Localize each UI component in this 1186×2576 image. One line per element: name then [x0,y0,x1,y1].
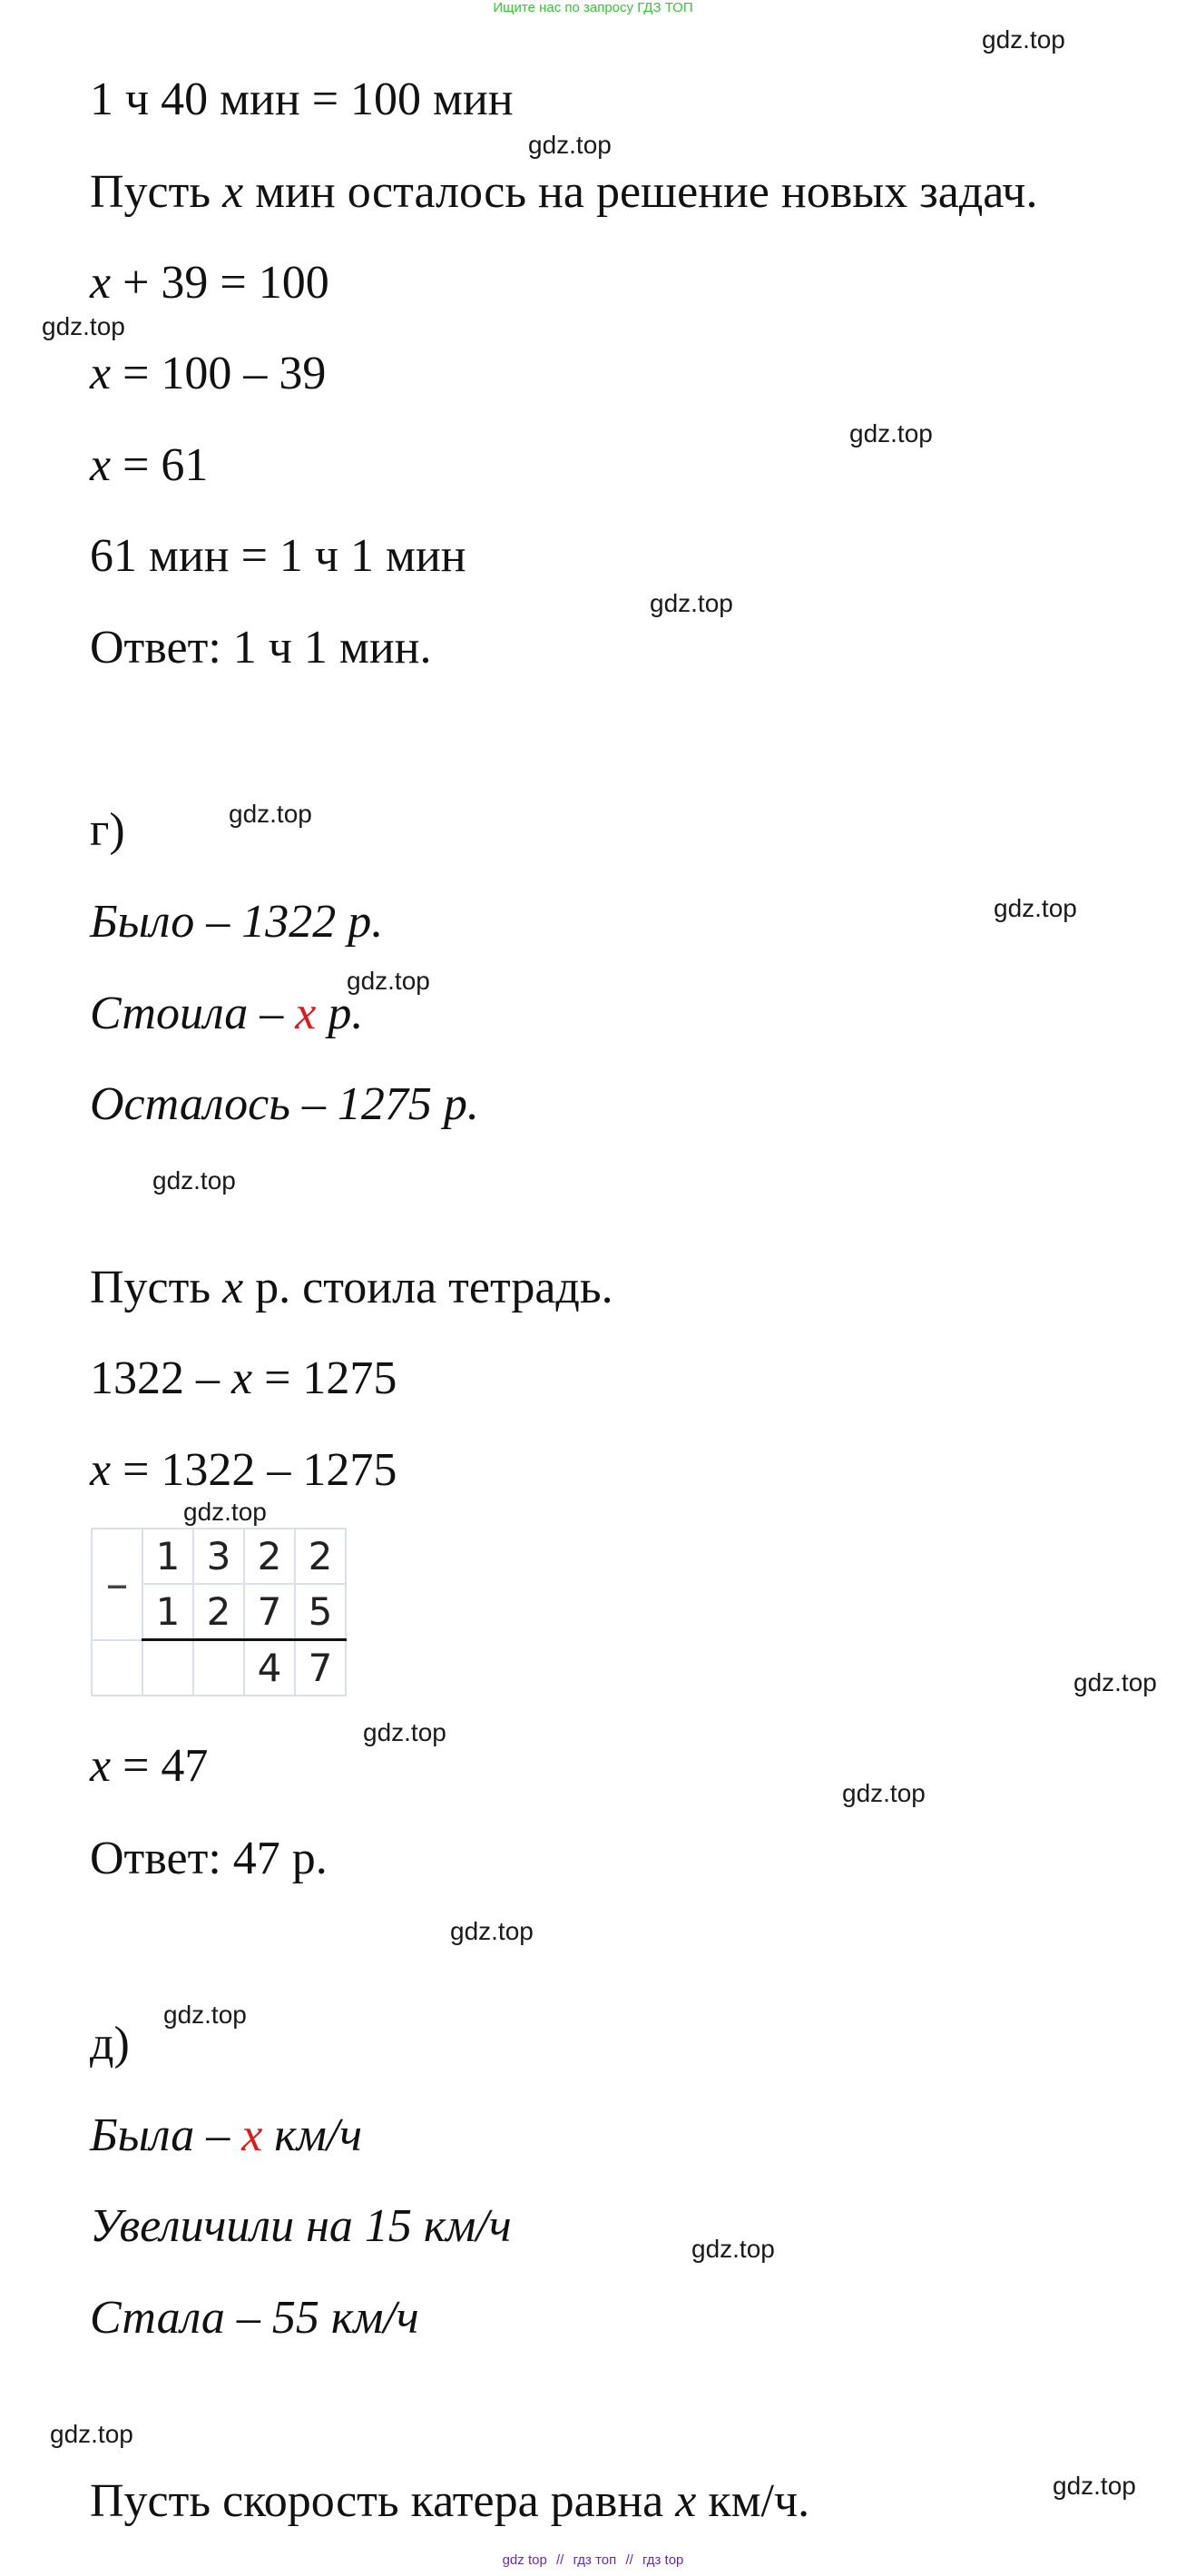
given-line: Осталось – 1275 р. [90,1078,479,1130]
variable-x: x [90,1444,112,1496]
conversion-line: 61 мин = 1 ч 1 мин [90,530,466,582]
digit-cell: 3 [193,1529,244,1584]
footer-link[interactable]: gdz top [502,2552,547,2568]
variable-x: x [90,439,112,491]
section-label: г) [90,804,125,856]
let-statement: Пусть x р. стоила тетрадь. [90,1262,613,1313]
digit-cell: 2 [193,1584,244,1640]
digit-cell: 7 [244,1584,295,1640]
given-line: Была – x км/ч [90,2109,363,2161]
footer-link[interactable]: гдз топ [573,2552,617,2568]
watermark: gdz.top [50,2420,133,2448]
digit-cell: 2 [295,1529,346,1584]
variable-x: x [90,348,112,399]
watermark: gdz.top [1053,2472,1136,2500]
watermark: gdz.top [982,25,1065,54]
variable-x: x [222,166,244,218]
watermark: gdz.top [650,589,733,617]
watermark: gdz.top [994,894,1077,922]
let-statement: Пусть x мин осталось на решение новых задач. [90,166,1038,218]
top-banner: Ищите нас по запросу ГДЗ ТОП [493,0,693,15]
variable-x: x [241,2109,263,2161]
given-line: Было – 1322 р. [90,896,384,948]
column-subtraction [91,1528,347,1696]
footer-link[interactable]: гдз top [642,2552,684,2568]
given-line: Стоила – x р. [90,988,364,1039]
watermark: gdz.top [450,1917,534,1945]
footer-links [0,2552,1186,2568]
watermark: gdz.top [528,131,612,159]
equation-line: x + 39 = 100 [90,257,329,309]
watermark: gdz.top [849,419,933,447]
equation-line: x = 100 – 39 [90,348,327,399]
digit-cell: 5 [295,1584,346,1640]
watermark: gdz.top [229,800,312,828]
digit-cell: 1 [142,1584,193,1640]
equation-line: x = 47 [90,1740,209,1792]
watermark: gdz.top [1073,1668,1157,1696]
variable-x: x [90,257,112,309]
given-line: Увеличили на 15 км/ч [90,2200,512,2252]
digit-cell: 1 [142,1529,193,1584]
footer-separator: // [625,2552,633,2568]
given-line: Стала – 55 км/ч [90,2292,419,2344]
watermark: gdz.top [363,1718,446,1746]
equation-line: x = 1322 – 1275 [90,1444,397,1496]
answer-line: Ответ: 1 ч 1 мин. [90,622,432,673]
equation-time: 1 ч 40 мин = 100 мин [90,74,514,125]
watermark: gdz.top [42,312,125,340]
digit-cell: 2 [244,1529,295,1584]
section-label: д) [90,2018,130,2070]
digit-cell [142,1640,193,1696]
variable-x: x [90,1740,112,1792]
variable-x: x [231,1352,253,1404]
digit-cell: 7 [295,1640,346,1696]
watermark: gdz.top [152,1166,236,1195]
watermark: gdz.top [842,1779,926,1807]
let-statement: Пусть скорость катера равна x км/ч. [90,2475,810,2527]
empty-cell [92,1640,142,1696]
answer-line: Ответ: 47 р. [90,1833,328,1884]
digit-cell: 4 [244,1640,295,1696]
watermark: gdz.top [691,2235,775,2263]
equation-line: x = 61 [90,439,209,491]
variable-x: x [675,2475,697,2527]
variable-x: x [295,988,317,1039]
footer-separator: // [555,2552,564,2568]
watermark: gdz.top [347,967,430,995]
watermark: gdz.top [163,2001,247,2029]
minus-sign: – [92,1529,142,1640]
watermark: gdz.top [183,1498,267,1526]
digit-cell [193,1640,244,1696]
equation-line: 1322 – x = 1275 [90,1352,397,1404]
variable-x: x [222,1262,244,1313]
